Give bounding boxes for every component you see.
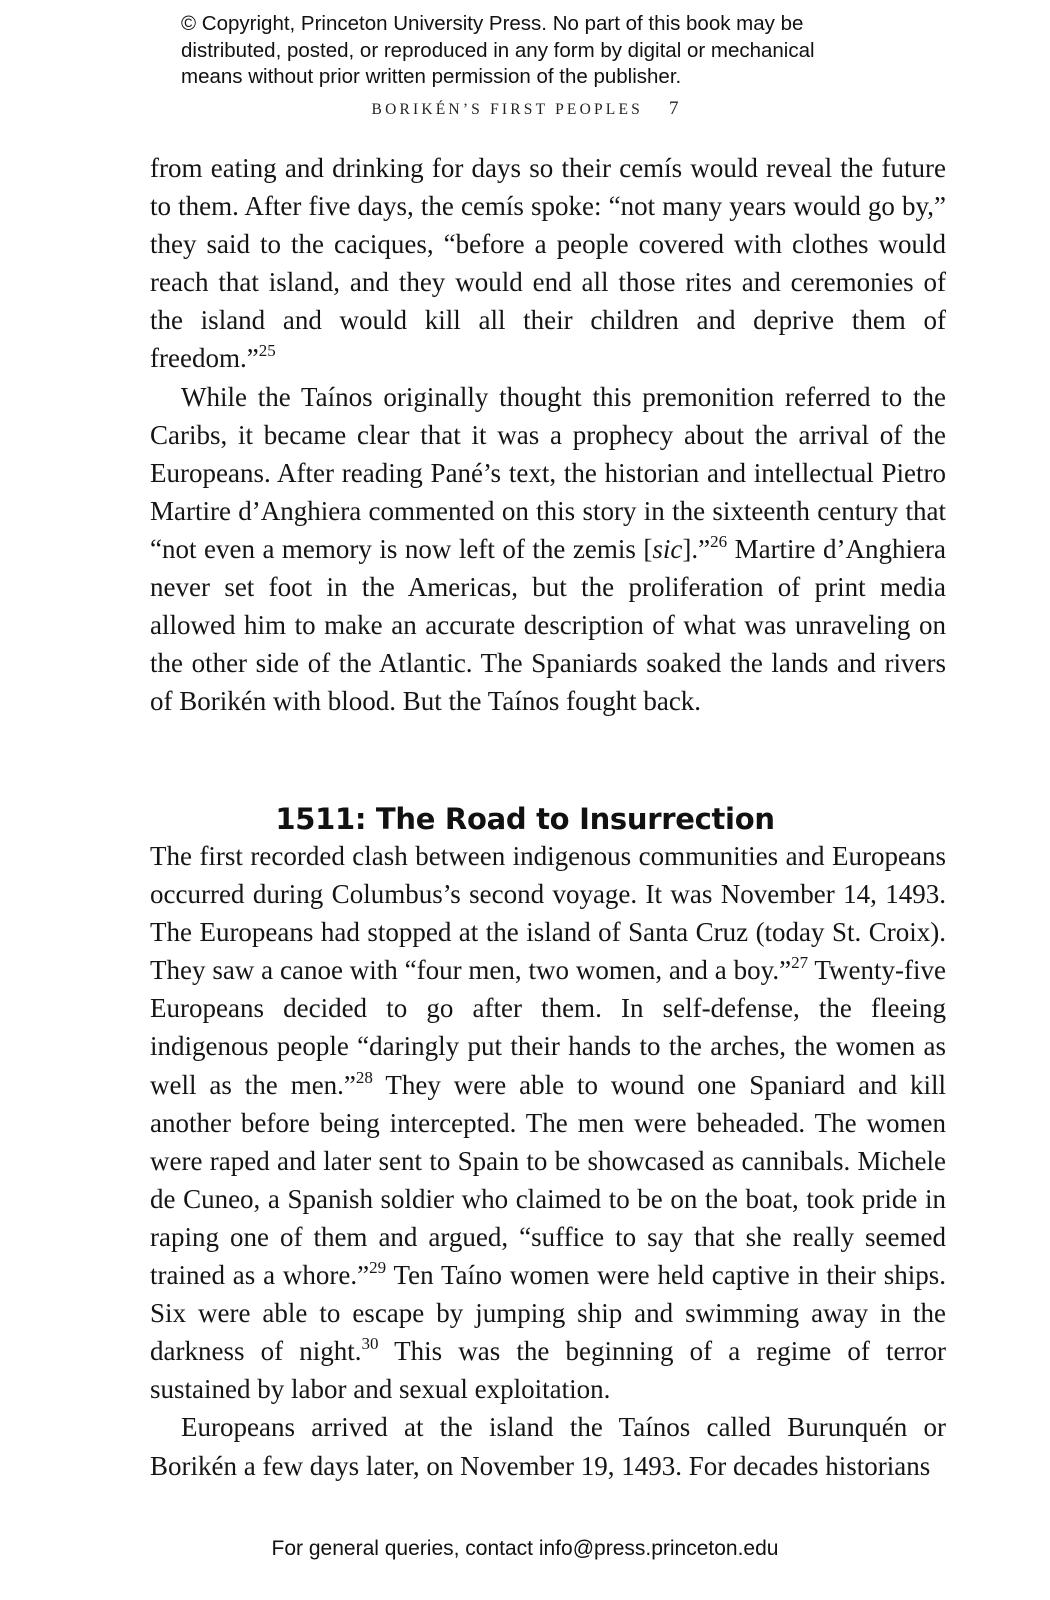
running-head-title: BORIKÉN’S FIRST PEOPLES	[371, 101, 643, 118]
footnote-ref: 25	[258, 341, 276, 361]
paragraph-text: Twenty-five Europeans decided to go after them. In self-defense, the fleeing indigenous people “daringly put their hands to the arches, the women as well as the men.”	[150, 955, 946, 1100]
footnote-ref: 30	[361, 1334, 379, 1354]
copyright-line: © Copyright, Princeton University Press. No part of this book may be	[181, 12, 804, 35]
copyright-line: means without prior written permission of the publisher.	[181, 65, 682, 88]
footer-contact: For general queries, contact info@press.princeton.edu	[271, 1537, 779, 1560]
sic-italic: sic	[652, 533, 683, 564]
page-number: 7	[668, 98, 679, 119]
body-text-top	[150, 149, 946, 720]
paragraph-text: They were able to wound one Spaniard and kill another before being intercepted. The men were beheaded. The women were raped and later sent to Spain to be showcased as cannibals. Michele de Cuneo, a Spanish soldier who claimed to be on the boat, took pride in raping one of them and argued, “suffice to say that she really seemed trained as a whore.”	[150, 1069, 946, 1291]
paragraph	[150, 149, 946, 378]
paragraph-text: Martire d’Anghiera never set foot in the Americas, but the proliferation of print media allowed him to make an accurate description of what was unraveling on the other side of the Atlantic. The Spaniards soaked the lands and rivers of Borikén with blood. But the Taínos fought back.	[150, 533, 946, 717]
paragraph-text: from eating and drinking for days so their cemís would reveal the future to them. After five days, the cemís spoke: “not many years would go by,” they said to the caciques, “before a people covered with clothes would reach that island, and they would end all those rites and ceremonies of the island and would kill all their children and deprive them of freedom.”	[150, 153, 946, 374]
paragraph-text: ].”	[682, 533, 711, 564]
paragraph-text: Ten Taíno women were held captive in their ships. Six were able to escape by jumping ship and swimming away in the darkness of night.	[150, 1260, 946, 1367]
section-heading: 1511: The Road to Insurrection	[275, 802, 775, 837]
footnote-ref: 29	[369, 1258, 387, 1278]
footnote-ref: 27	[791, 953, 809, 973]
paragraph	[150, 837, 946, 1408]
copyright-line: distributed, posted, or reproduced in any form by digital or mechanical	[181, 38, 815, 62]
paragraph-text: Europeans arrived at the island the Taínos called Burunquén or Borikén a few days later, on November 19, 1493. For decades historians	[150, 1412, 946, 1481]
paragraph-text: This was the beginning of a regime of terror sustained by labor and sexual exploitation.	[150, 1336, 946, 1405]
paragraph	[150, 378, 946, 721]
paragraph-text: While the Taínos originally thought this premonition referred to the Caribs, it became clear that it was a prophecy about the arrival of the Europeans. After reading Pané’s text, the historian and intellectual Pietro Martire d’Anghiera commented on this story in the sixteenth century that “not even a memory is now left of the zemis [	[150, 381, 946, 564]
footnote-ref: 26	[710, 531, 728, 551]
paragraph-text: The first recorded clash between indigenous communities and Europeans occurred during Columbus’s second voyage. It was November 14, 1493. The Europeans had stopped at the island of Santa Cruz (today St. Croix). They saw a canoe with “four men, two women, and a boy.”	[150, 841, 946, 986]
footnote-ref: 28	[355, 1067, 373, 1087]
body-text-section	[150, 837, 946, 1485]
paragraph	[150, 1408, 946, 1484]
copyright-notice	[181, 11, 941, 91]
running-head	[0, 98, 1050, 120]
